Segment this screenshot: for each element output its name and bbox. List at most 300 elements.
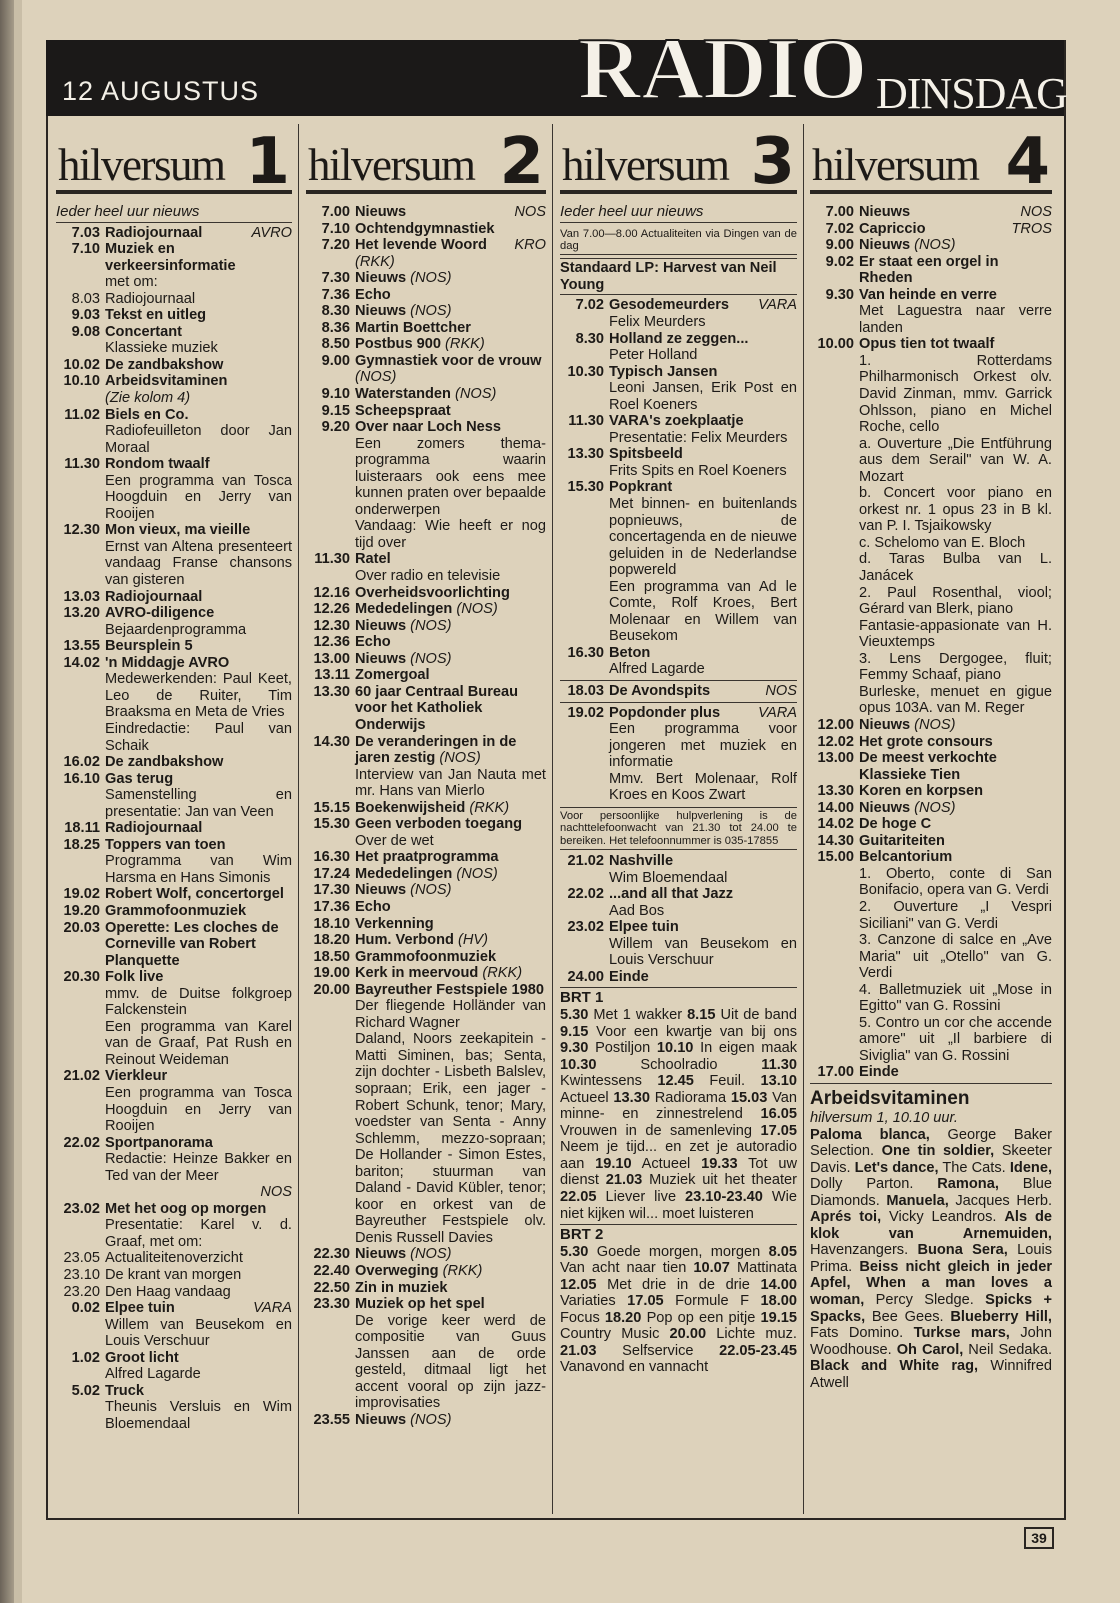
text-segment: Jacques Herb. — [948, 1192, 1053, 1209]
program-entry — [810, 734, 1052, 751]
text-segment: Pop op een pitje — [641, 1309, 761, 1326]
program-title: Groot licht — [105, 1349, 179, 1366]
schedule-block — [560, 1227, 797, 1376]
program-title-line — [355, 353, 546, 386]
program-time: 18.03 — [567, 683, 604, 700]
text-segment: Radiorama — [649, 1089, 731, 1106]
program-time: 23.02 — [63, 1200, 100, 1217]
program-title: De veranderingen in de jaren zestig — [355, 733, 517, 767]
program-title-line — [105, 241, 292, 274]
program-title: Over naar Loch Ness — [355, 419, 502, 436]
program-title-line — [609, 705, 797, 722]
program-title: Nieuws — [355, 204, 407, 220]
program-time: 1.02 — [71, 1349, 100, 1366]
program-time: 9.02 — [825, 253, 854, 270]
broadcaster-tag: KRO — [514, 237, 546, 254]
program-description: c. Schelomo van E. Bloch — [859, 534, 1026, 551]
program-title: 'n Middagje AVRO — [105, 654, 230, 671]
broadcaster-tag: (NOS) — [456, 601, 498, 618]
program-title: Elpee tuin — [105, 1300, 175, 1317]
program-entry — [810, 800, 1052, 817]
program-time: 10.00 — [817, 336, 854, 353]
program-time: 13.00 — [817, 750, 854, 767]
program-entry — [56, 754, 292, 771]
section-heading: Standaard LP: Harvest van Neil Young — [560, 258, 797, 295]
program-title: Ratel — [355, 551, 391, 568]
program-entry — [56, 638, 292, 655]
program-description: Fantasie-appasionate van H. Vieuxtemps — [859, 617, 1052, 651]
program-body — [609, 297, 797, 330]
program-entry — [306, 634, 546, 651]
text-segment: Lichte muz. — [706, 1326, 797, 1343]
program-description: Vandaag: Wie heeft er nog tijd over — [355, 518, 546, 551]
program-title-line — [355, 882, 546, 899]
program-description: Frits Spits en Roel Koeners — [609, 462, 787, 479]
program-time: 20.03 — [63, 919, 100, 936]
program-body — [355, 634, 546, 651]
program-entry — [560, 364, 797, 414]
block-text — [810, 1127, 1052, 1392]
block-text — [560, 1007, 797, 1222]
program-time: 8.50 — [321, 336, 350, 353]
broadcaster-tag: VARA — [758, 704, 797, 721]
program-title-line — [105, 291, 292, 308]
broadcaster-tag: (NOS) — [410, 650, 452, 667]
program-time: 7.02 — [575, 297, 604, 314]
page-margin — [14, 0, 22, 1603]
program-title-line — [105, 920, 292, 970]
program-title-line — [355, 849, 546, 866]
program-description: Leoni Jansen, Erik Post en Roel Koeners — [609, 380, 797, 413]
program-title: Opus tien tot twaalf — [859, 336, 995, 353]
broadcaster-tag: (NOS) — [914, 799, 956, 816]
program-entry — [56, 1068, 292, 1134]
program-title: Gesodemeurders — [609, 297, 730, 314]
program-time: 11.30 — [64, 456, 100, 473]
block-text — [560, 1244, 797, 1376]
program-title: Hum. Verbond — [355, 932, 454, 949]
program-title-line — [355, 634, 546, 651]
program-list — [560, 204, 797, 1376]
program-title: Boekenwijsheid — [355, 799, 466, 816]
program-entry — [56, 903, 292, 920]
column-hilversum-3 — [560, 125, 798, 1376]
program-body — [355, 816, 546, 849]
program-title-line — [355, 816, 546, 833]
program-title: Beton — [609, 644, 651, 661]
bold-segment: 11.30 — [761, 1056, 797, 1073]
program-entry — [810, 237, 1052, 254]
text-segment: Fats Domino. — [810, 1325, 914, 1342]
program-time: 13.00 — [313, 650, 350, 667]
program-time: 23.20 — [63, 1283, 100, 1300]
program-title-line — [355, 221, 546, 238]
program-title-line — [355, 916, 546, 933]
program-body — [609, 886, 797, 919]
program-title-line — [609, 886, 797, 903]
text-segment: Percy Sledge. — [864, 1292, 986, 1308]
program-title-line — [859, 237, 1052, 254]
station-number: 4 — [1005, 125, 1050, 199]
program-entry — [306, 1263, 546, 1280]
program-title: Radiojournaal — [105, 588, 203, 605]
header-title: RADIO — [578, 22, 867, 118]
program-time: 14.30 — [313, 733, 350, 750]
program-description: Een programma van Tosca Hoogduin en Jerry van Rooijen — [105, 472, 292, 522]
program-title-line — [105, 1267, 292, 1284]
program-time: 9.00 — [825, 237, 854, 254]
column-hilversum-2 — [306, 125, 546, 1428]
program-body — [105, 291, 292, 308]
program-title-line — [609, 919, 797, 936]
program-time: 7.10 — [321, 220, 350, 237]
program-time: 12.00 — [817, 716, 854, 733]
program-title-line — [609, 446, 797, 463]
program-title: Grammofoonmuziek — [105, 902, 247, 919]
program-body — [105, 638, 292, 655]
program-entry — [306, 1412, 546, 1429]
program-title: Echo — [355, 286, 391, 303]
program-description: Der fliegende Holländer van Richard Wagner — [355, 998, 546, 1031]
program-time: 19.20 — [63, 902, 100, 919]
text-segment: Neem je tijd... en zet je autoradio aan — [560, 1139, 797, 1172]
bold-segment: 16.05 — [760, 1106, 797, 1123]
program-title: Postbus 900 — [355, 336, 441, 353]
station-number: 2 — [499, 125, 544, 199]
program-time: 17.36 — [313, 898, 350, 915]
station-name: hilversum — [812, 140, 979, 190]
program-time: 9.30 — [825, 286, 854, 303]
program-time: 10.30 — [567, 363, 604, 380]
text-segment: Actueel — [631, 1155, 702, 1172]
program-body — [105, 589, 292, 606]
program-time: 21.02 — [567, 853, 604, 870]
broadcaster-tag: (RKK) — [445, 336, 485, 353]
program-entry — [56, 1350, 292, 1383]
program-body — [355, 336, 546, 353]
program-entry — [306, 403, 546, 420]
column-divider — [552, 124, 553, 1514]
program-body — [859, 204, 1052, 221]
program-title-line — [105, 1350, 292, 1367]
program-body — [105, 1300, 292, 1350]
program-body — [105, 820, 292, 837]
bold-segment: 19.10 — [595, 1155, 632, 1172]
program-body — [355, 287, 546, 304]
program-time: 12.02 — [817, 733, 854, 750]
program-entry — [306, 336, 546, 353]
program-time: 15.30 — [567, 479, 604, 496]
program-time: 13.20 — [63, 605, 100, 622]
program-entry — [306, 849, 546, 866]
program-title-line — [355, 899, 546, 916]
program-body — [105, 357, 292, 374]
divider — [560, 680, 797, 681]
program-time: 10.02 — [63, 356, 100, 373]
program-title-line — [355, 403, 546, 420]
program-body — [355, 353, 546, 386]
program-time: 12.16 — [313, 584, 350, 601]
bold-segment: 14.00 — [760, 1276, 797, 1293]
program-entry — [306, 601, 546, 618]
program-title-line — [355, 336, 546, 353]
bold-segment: 8.15 — [687, 1007, 716, 1023]
program-time: 13.30 — [567, 446, 604, 463]
program-description: Klassieke muziek — [105, 340, 218, 357]
program-title-line — [859, 734, 1052, 751]
program-title: De zandbakshow — [105, 754, 224, 771]
program-body — [105, 1201, 292, 1251]
program-body — [355, 618, 546, 635]
program-entry — [810, 336, 1052, 717]
bold-segment: 12.45 — [657, 1073, 694, 1090]
text-segment: Postiljon — [588, 1040, 657, 1057]
program-title: Den Haag vandaag — [105, 1283, 231, 1300]
program-body — [105, 1068, 292, 1134]
program-entry — [306, 882, 546, 899]
bold-segment: 13.30 — [613, 1089, 650, 1106]
program-title: Arbeidsvitaminen — [105, 373, 228, 390]
program-title-line — [105, 357, 292, 374]
text-segment: Formule F — [663, 1293, 761, 1310]
station-name: hilversum — [58, 140, 225, 190]
program-title: De Avondspits — [609, 683, 711, 700]
program-time: 9.15 — [321, 402, 350, 419]
program-title-line — [355, 237, 546, 254]
divider — [560, 702, 797, 703]
program-title: Er staat een orgel in Rheden — [859, 253, 999, 287]
program-description: d. Taras Bulba van L. Janácek — [859, 551, 1052, 585]
program-time: 13.30 — [313, 683, 350, 700]
program-time: 7.00 — [825, 204, 854, 220]
program-entry — [560, 297, 797, 330]
program-time: 9.20 — [321, 419, 350, 436]
bold-segment: 23.10-23.40 — [685, 1189, 763, 1206]
program-body — [859, 254, 1052, 287]
program-entry — [306, 618, 546, 635]
program-time: 12.30 — [313, 617, 350, 634]
bold-segment: Black and White rag, — [810, 1358, 979, 1375]
program-description: Redactie: Heinze Bakker en Ted van der Meer — [105, 1151, 292, 1184]
divider — [810, 1083, 1052, 1084]
program-title: Toppers van toen — [105, 836, 226, 853]
program-body — [355, 734, 546, 800]
program-title-line — [859, 254, 1052, 287]
program-title: Elpee tuin — [609, 919, 679, 936]
program-title-line — [105, 1068, 292, 1085]
program-time: 23.10 — [63, 1267, 100, 1283]
program-title-line — [859, 717, 1052, 734]
program-entry — [810, 750, 1052, 783]
program-entry — [306, 800, 546, 817]
program-title-line — [105, 522, 292, 539]
bold-segment: 18.00 — [760, 1293, 798, 1310]
broadcaster-tag: TROS — [1011, 220, 1052, 237]
program-time: 20.30 — [63, 969, 100, 986]
program-title-line — [355, 965, 546, 982]
program-time: 7.10 — [71, 241, 100, 258]
program-time: 18.50 — [313, 948, 350, 965]
program-title-line — [609, 479, 797, 496]
text-segment: Vanavond en vannacht — [560, 1359, 709, 1376]
program-title: Grammofoonmuziek — [355, 948, 497, 965]
program-body — [355, 601, 546, 618]
program-title-line — [355, 551, 546, 568]
program-description: Presentatie: Felix Meurders — [609, 429, 788, 446]
program-body — [105, 903, 292, 920]
program-title-line — [105, 1201, 292, 1218]
bold-segment: Buona Sera, — [917, 1242, 1008, 1259]
program-body — [609, 853, 797, 886]
program-entry — [56, 241, 292, 291]
program-title-line — [609, 364, 797, 381]
bold-segment: Paloma blanca, — [810, 1126, 930, 1143]
program-title: Spitsbeeld — [609, 446, 683, 463]
program-title-line — [355, 386, 546, 403]
text-segment: Neil Sedaka. — [963, 1341, 1052, 1358]
program-time: 13.55 — [63, 638, 100, 655]
program-time: 23.55 — [313, 1411, 350, 1428]
divider — [560, 987, 797, 988]
broadcaster-tag: VARA — [253, 1300, 292, 1317]
program-body — [355, 204, 546, 221]
text-segment: Uit de band — [715, 1007, 797, 1023]
program-title-line — [105, 969, 292, 986]
broadcaster-tag: (NOS) — [410, 1246, 452, 1263]
program-title: Einde — [609, 968, 649, 985]
page-number: 39 — [1024, 1527, 1054, 1549]
program-title: Nieuws — [859, 237, 911, 254]
program-title: Nashville — [609, 853, 674, 870]
program-body — [355, 419, 546, 551]
info-note: Voor persoonlijke hulpverlening is de nachttelefoonwacht van 21.30 tot 24.00 te bereiken. Het telefoonnummer is 035-17855 — [560, 807, 797, 850]
program-time: 22.40 — [313, 1263, 350, 1279]
program-time: 16.10 — [63, 770, 100, 787]
program-body — [105, 1383, 292, 1433]
program-body — [105, 754, 292, 771]
program-title: Rondom twaalf — [105, 456, 210, 473]
program-title-line — [105, 837, 292, 854]
text-segment: Vicky Leandros. — [881, 1209, 1005, 1226]
program-description: Presentatie: Karel v. d. Graaf, met om: — [105, 1217, 292, 1250]
text-segment: Feuil. — [693, 1073, 761, 1090]
program-body — [355, 667, 546, 684]
program-title-line — [859, 1064, 1052, 1081]
program-title: Biels en Co. — [105, 406, 189, 423]
program-title: Sportpanorama — [105, 1134, 213, 1151]
program-entry — [306, 982, 546, 1247]
program-entry — [306, 320, 546, 337]
program-title-line — [105, 655, 292, 672]
program-entry — [560, 705, 797, 804]
bold-segment: One tin soldier, — [881, 1143, 995, 1160]
program-description: (Zie kolom 4) — [105, 390, 191, 407]
program-title: Nieuws — [355, 882, 407, 899]
program-title-line — [609, 297, 797, 314]
bold-segment: 19.15 — [760, 1309, 798, 1326]
program-body — [105, 324, 292, 357]
program-entry — [306, 684, 546, 734]
program-title-line — [355, 1296, 546, 1313]
program-time: 14.30 — [817, 832, 854, 849]
broadcaster-tag: (NOS) — [410, 617, 452, 634]
program-time: 8.36 — [321, 319, 350, 336]
program-title: De krant van morgen — [105, 1267, 242, 1283]
program-title: Holland ze zeggen... — [609, 330, 749, 347]
news-notice: Ieder heel uur nieuws — [56, 204, 292, 223]
program-body — [355, 949, 546, 966]
program-description: Alfred Lagarde — [105, 1366, 201, 1383]
program-title-line — [355, 734, 546, 767]
program-description: Wim Bloemendaal — [609, 869, 728, 886]
program-body — [105, 456, 292, 522]
program-time: 17.00 — [817, 1064, 854, 1081]
program-body — [609, 705, 797, 804]
program-entry — [810, 204, 1052, 221]
info-note: Van 7.00—8.00 Actualiteiten via Dingen van de dag — [560, 226, 797, 256]
program-title-line — [355, 618, 546, 635]
program-title-line — [105, 307, 292, 324]
program-title: Truck — [105, 1382, 144, 1399]
program-body — [105, 407, 292, 457]
program-body — [859, 336, 1052, 717]
program-title: Verkenning — [355, 915, 434, 932]
program-body — [355, 1412, 546, 1429]
program-body — [105, 920, 292, 970]
program-description: Peter Holland — [609, 347, 698, 364]
program-title-line — [355, 1412, 546, 1429]
broadcaster-tag: (NOS) — [355, 369, 397, 386]
program-list — [810, 204, 1052, 1391]
program-time: 7.02 — [825, 220, 854, 237]
program-entry — [56, 655, 292, 754]
program-title: Scheepspraat — [355, 402, 451, 419]
program-entry — [56, 307, 292, 324]
program-title-line — [105, 407, 292, 424]
program-body — [859, 734, 1052, 751]
program-title: VARA's zoekplaatje — [609, 413, 744, 430]
program-entry — [306, 386, 546, 403]
program-entry — [560, 413, 797, 446]
program-title: Mededelingen — [355, 601, 453, 618]
program-title: Popdonder plus — [609, 704, 721, 721]
broadcaster-tag: (NOS) — [410, 303, 452, 320]
program-entry — [56, 1300, 292, 1350]
program-title-line — [859, 750, 1052, 783]
program-title-line — [609, 331, 797, 348]
program-body — [859, 816, 1052, 833]
program-title: Met het oog op morgen — [105, 1200, 267, 1217]
program-body — [105, 522, 292, 588]
program-title: Van heinde en verre — [859, 286, 997, 303]
program-title: Het grote consours — [859, 733, 993, 750]
program-title: Muziek op het spel — [355, 1296, 485, 1313]
program-title-line — [105, 771, 292, 788]
program-title-line — [355, 949, 546, 966]
column-header — [810, 125, 1052, 199]
text-segment: Variaties — [560, 1293, 628, 1310]
bold-segment: Turkse mars, — [913, 1325, 1010, 1342]
broadcaster-tag: NOS — [765, 683, 797, 700]
program-title: De meest verkochte Klassieke Tien — [859, 750, 997, 783]
program-time: 5.02 — [71, 1382, 100, 1399]
program-time: 17.30 — [313, 882, 350, 899]
program-entry — [810, 1064, 1052, 1081]
bold-segment: 13.10 — [760, 1073, 798, 1090]
program-title-line — [355, 866, 546, 883]
program-title: Echo — [355, 898, 391, 915]
program-description: b. Concert voor piano en orkest nr. 1 opus 23 in B kl. van P. I. Tsjaikowsky — [859, 485, 1052, 535]
